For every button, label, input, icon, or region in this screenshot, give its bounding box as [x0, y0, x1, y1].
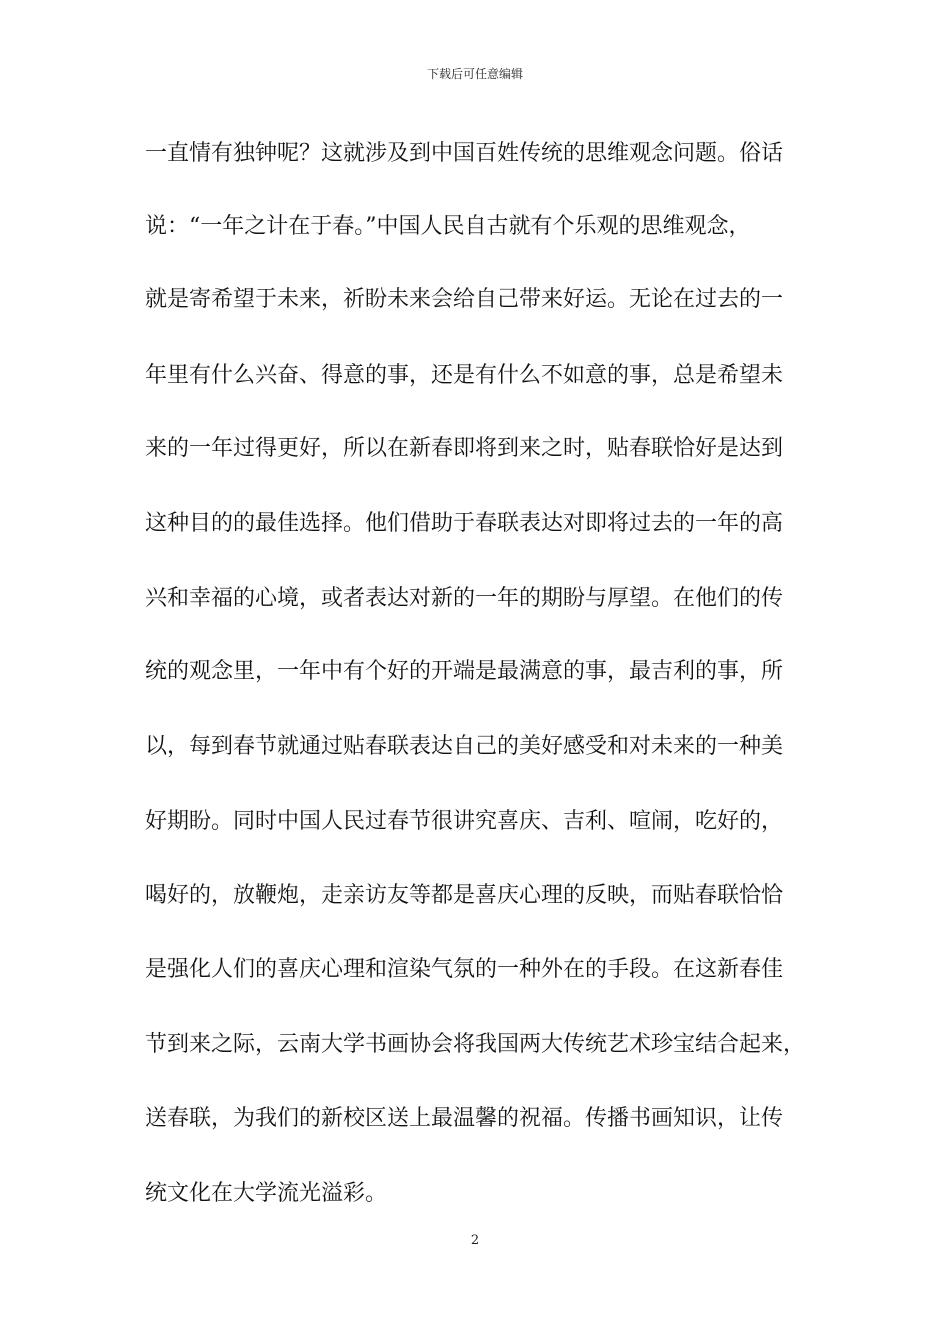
text-line: 就是寄希望于未来，祈盼未来会给自己带来好运。无论在过去的一: [145, 287, 784, 312]
text-line: 兴和幸福的心境，或者表达对新的一年的期盼与厚望。在他们的传: [145, 586, 784, 611]
text-line: 喝好的，放鞭炮，走亲访友等都是喜庆心理的反映，而贴春联恰恰: [145, 883, 784, 908]
text-line: 是强化人们的喜庆心理和渲染气氛的一种外在的手段。在这新春佳: [145, 957, 784, 982]
text-line: 送春联，为我们的新校区送上最温馨的祝福。传播书画知识，让传: [145, 1106, 784, 1131]
text-line: 统文化在大学流光溢彩。: [145, 1181, 388, 1206]
text-line: 以，每到春节就通过贴春联表达自己的美好感受和对未来的一种美: [145, 734, 784, 759]
page-number: 2: [470, 1233, 480, 1248]
text-line: 这种目的的最佳选择。他们借助于春联表达对即将过去的一年的高: [145, 511, 784, 536]
text-line: 统的观念里，一年中有个好的开端是最满意的事，最吉利的事，所: [145, 659, 784, 684]
text-line: 节到来之际，云南大学书画协会将我国两大传统艺术珍宝结合起来，: [145, 1032, 806, 1057]
text-line: 一直情有独钟呢？这就涉及到中国百姓传统的思维观念问题。俗话: [145, 141, 784, 166]
page-header: 下载后可任意编辑: [426, 67, 523, 81]
text-line: 来的一年过得更好，所以在新春即将到来之时，贴春联恰好是达到: [145, 436, 784, 461]
text-line: 年里有什么兴奋、得意的事，还是有什么不如意的事，总是希望未: [145, 363, 784, 388]
text-line: 说：“一年之计在于春。”中国人民自古就有个乐观的思维观念，: [145, 214, 751, 239]
text-line: 好期盼。同时中国人民过春节很讲究喜庆、吉利、喧闹，吃好的，: [145, 809, 784, 834]
